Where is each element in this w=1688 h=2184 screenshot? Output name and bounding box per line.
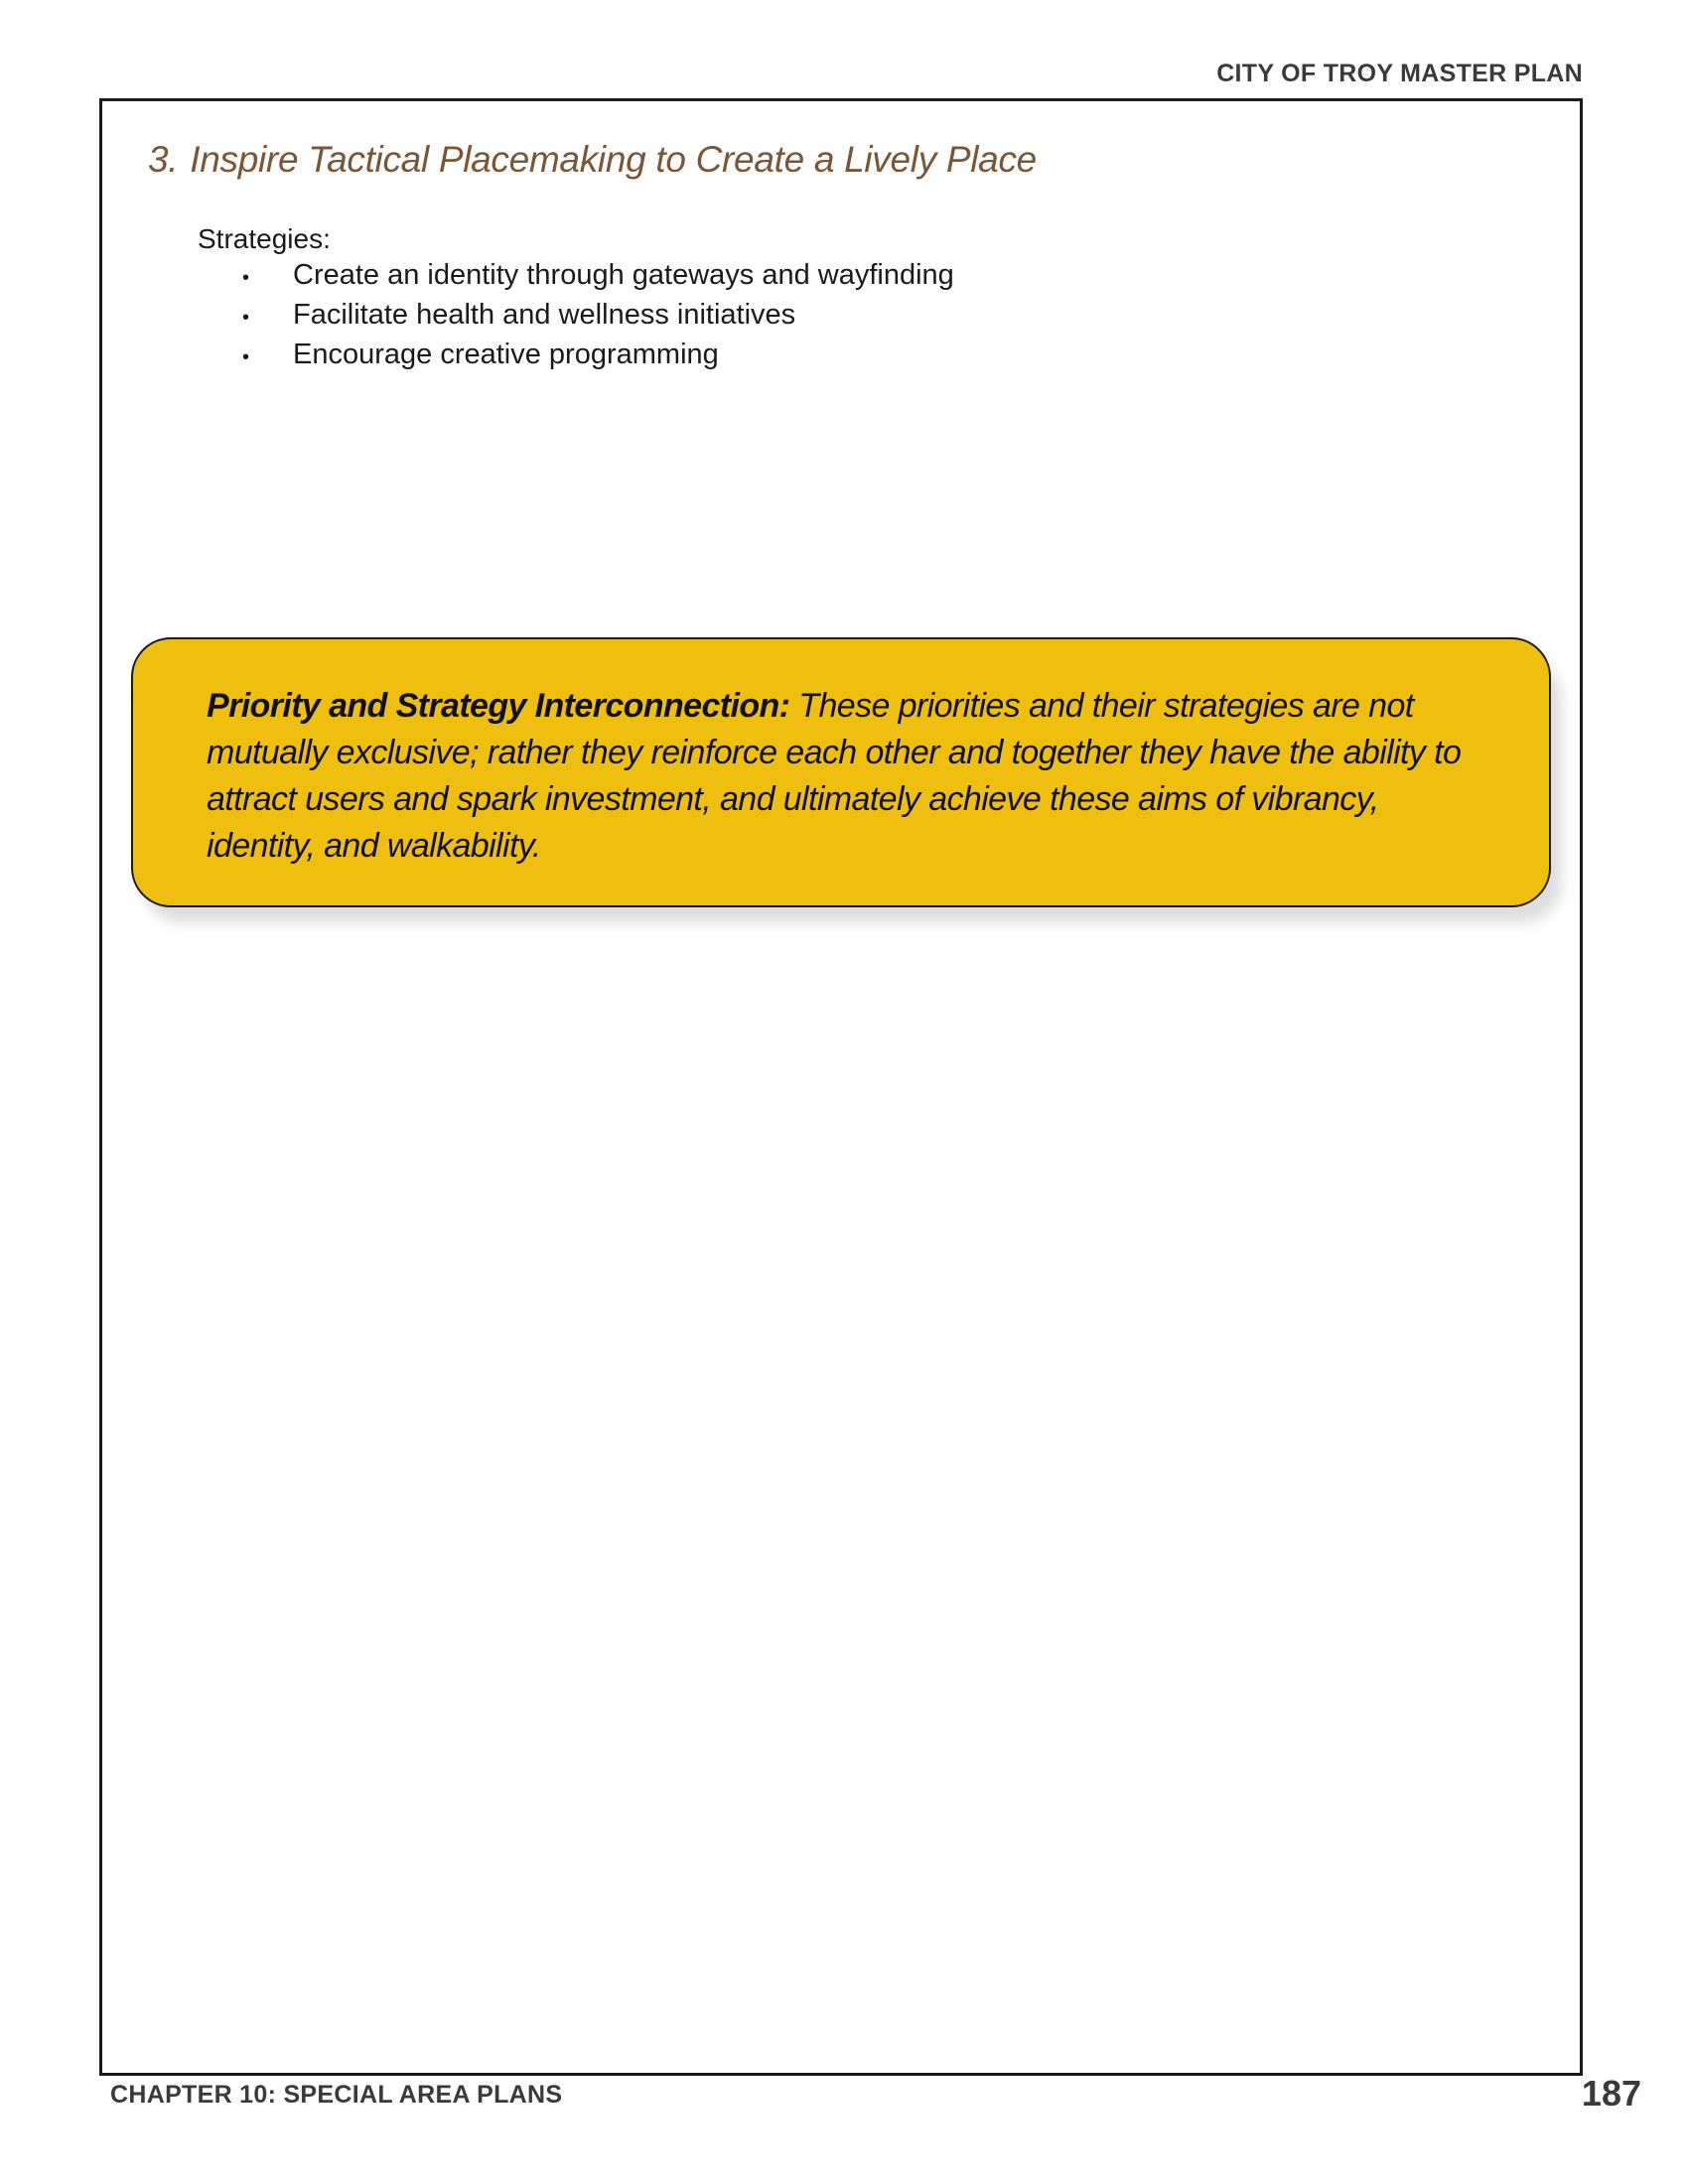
- page-frame: [99, 98, 1583, 2076]
- callout-title: Priority and Strategy Interconnection:: [207, 687, 790, 725]
- section-number: 3.: [148, 139, 179, 180]
- strategy-list: [242, 257, 954, 376]
- page-number: 187: [1581, 2073, 1641, 2114]
- section-title: Inspire Tactical Placemaking to Create a Lively Place: [190, 139, 1037, 180]
- bullet-icon: •: [242, 307, 250, 329]
- strategy-text: Create an identity through gateways and wayfinding: [293, 259, 954, 291]
- list-item: [242, 337, 954, 376]
- bullet-icon: •: [242, 267, 250, 289]
- running-header: CITY OF TROY MASTER PLAN: [1216, 60, 1583, 87]
- strategies-label: Strategies:: [198, 223, 331, 254]
- callout-text: [207, 683, 1479, 870]
- list-item: [242, 257, 954, 297]
- chapter-footer: CHAPTER 10: SPECIAL AREA PLANS: [110, 2081, 563, 2109]
- strategy-text: Encourage creative programming: [293, 339, 719, 370]
- callout-body: These priorities and their strategies are not mutually exclusive; rather they reinforce each other and together they have the ability to attract users and spark investment, and ultimately achieve these aims of vibrancy, identity, and walkability.: [207, 687, 1462, 865]
- list-item: [242, 297, 954, 337]
- section-heading: [148, 139, 1037, 181]
- bullet-icon: •: [242, 346, 250, 368]
- strategy-text: Facilitate health and wellness initiatives: [293, 299, 796, 331]
- callout-box: [131, 637, 1551, 907]
